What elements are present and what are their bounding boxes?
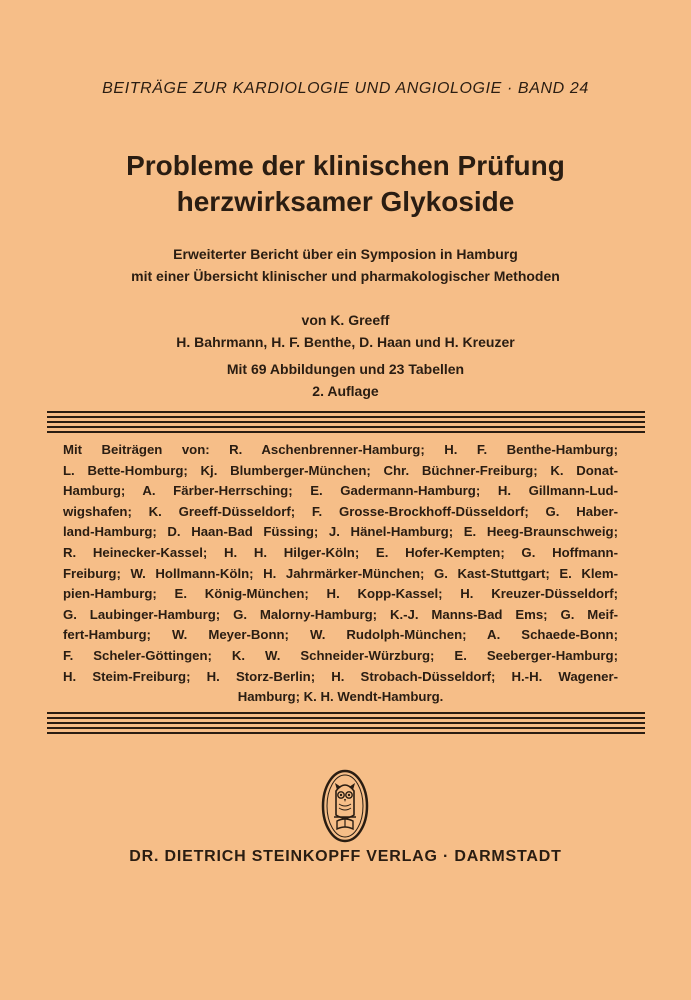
- contributors-line: L. Bette-Homburg; Kj. Blumberger-München; Chr. Büchner-Freiburg; K. Donat-: [63, 462, 618, 478]
- book-title-line-2: herzwirksamer Glykoside: [176, 186, 515, 217]
- publisher-imprint: DR. DIETRICH STEINKOPFF VERLAG · DARMSTADT: [129, 848, 562, 865]
- contributors-list: [63, 440, 618, 708]
- subtitle-line-1: Erweiterter Bericht über ein Symposion in Hamburg: [173, 246, 518, 262]
- contributors-line: F. Scheler-Göttingen; K. W. Schneider-Würzburg; E. Seeberger-Hamburg;: [63, 647, 618, 663]
- series-title: BEITRÄGE ZUR KARDIOLOGIE UND ANGIOLOGIE · BAND 24: [102, 80, 589, 97]
- figures-note: Mit 69 Abbildungen und 23 Tabellen: [226, 361, 465, 377]
- author-line-2: H. Bahrmann, H. F. Benthe, D. Haan und H. Kreuzer: [176, 334, 515, 350]
- contributors-line: G. Laubinger-Hamburg; G. Malorny-Hamburg; K.-J. Manns-Bad Ems; G. Meif-: [63, 606, 618, 622]
- bottom-rule-divider: [47, 712, 645, 737]
- contributors-line: Hamburg; K. H. Wendt-Hamburg.: [237, 689, 444, 705]
- top-rule-divider: [47, 411, 645, 436]
- contributors-line: land-Hamburg; D. Haan-Bad Füssing; J. Hänel-Hamburg; E. Heeg-Braunschweig;: [63, 524, 618, 540]
- owl-emblem-icon: [320, 769, 370, 843]
- contributors-line: R. Heinecker-Kassel; H. H. Hilger-Köln; E. Hofer-Kempten; G. Hoffmann-: [63, 544, 618, 560]
- contributors-line: Hamburg; A. Färber-Herrsching; E. Gadermann-Hamburg; H. Gillmann-Lud-: [63, 483, 618, 499]
- subtitle-line-2: mit einer Übersicht klinischer und pharmakologischer Methoden: [131, 268, 560, 284]
- contributors-line: H. Steim-Freiburg; H. Storz-Berlin; H. Strobach-Düsseldorf; H.-H. Wagener-: [63, 668, 618, 684]
- book-title-line-1: Probleme der klinischen Prüfung: [126, 150, 565, 181]
- book-title: [0, 148, 691, 220]
- contributors-line: Freiburg; W. Hollmann-Köln; H. Jahrmärker-München; G. Kast-Stuttgart; E. Klem-: [63, 565, 618, 581]
- contributors-line: Mit Beiträgen von: R. Aschenbrenner-Hamburg; H. F. Benthe-Hamburg;: [63, 442, 618, 457]
- edition-note: 2. Auflage: [312, 383, 379, 399]
- contributors-line: wigshafen; K. Greeff-Düsseldorf; F. Grosse-Brockhoff-Düsseldorf; G. Haber-: [63, 503, 618, 519]
- authors: [0, 309, 691, 353]
- book-details: [0, 358, 691, 402]
- author-line-1: von K. Greeff: [301, 312, 390, 328]
- contributors-line: fert-Hamburg; W. Meyer-Bonn; W. Rudolph-München; A. Schaede-Bonn;: [63, 627, 618, 643]
- book-subtitle: [0, 243, 691, 287]
- contributors-line: pien-Hamburg; E. König-München; H. Kopp-Kassel; H. Kreuzer-Düsseldorf;: [63, 586, 618, 602]
